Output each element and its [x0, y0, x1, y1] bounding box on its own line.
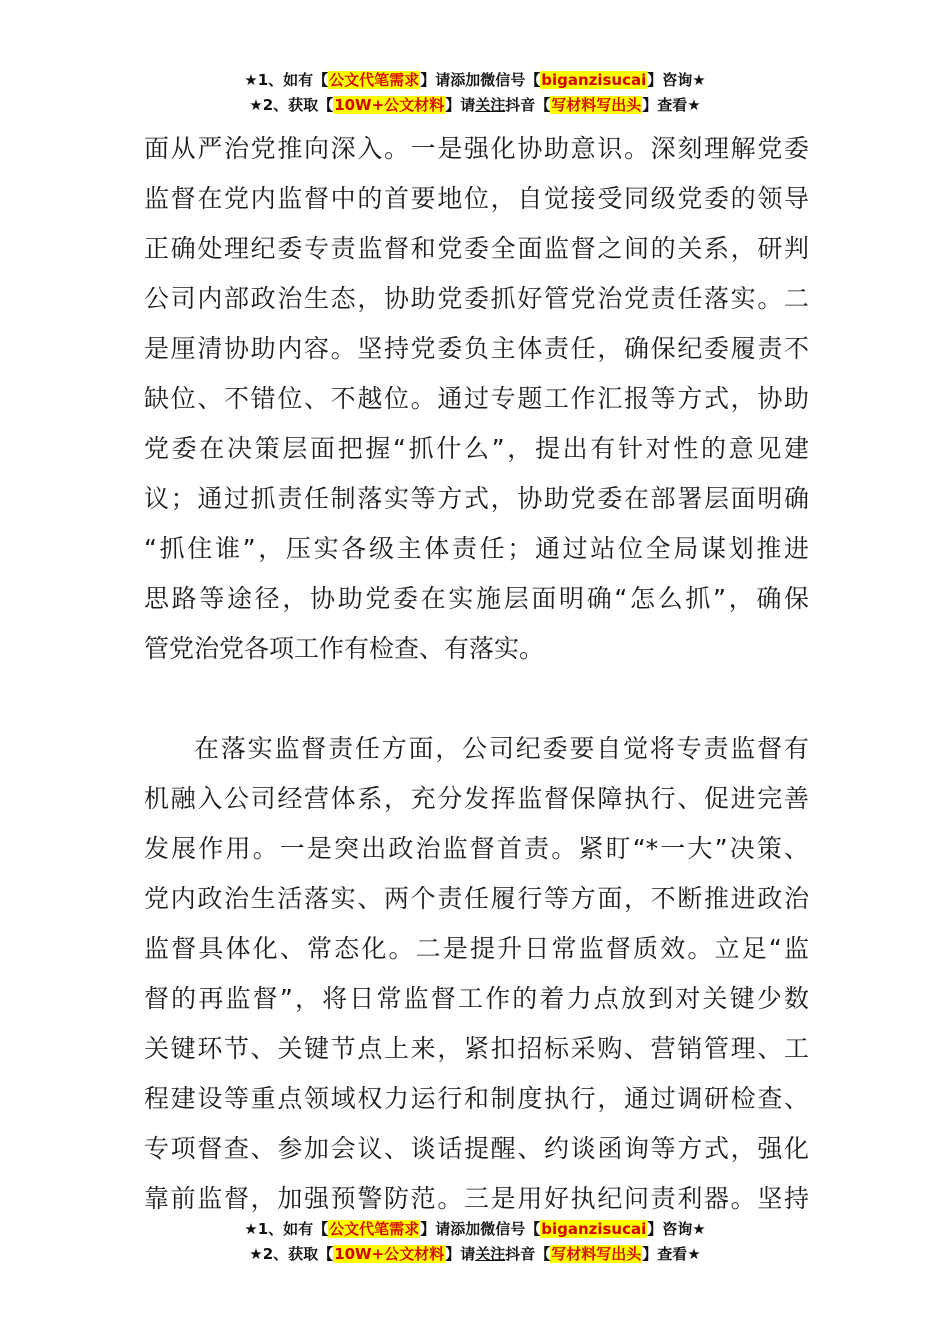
text-line: 党委在决策层面把握“抓什么”，提出有针对性的意见建 [144, 434, 809, 463]
text-line: 缺位、不错位、不越位。通过专题工作汇报等方式，协助 [144, 384, 809, 413]
promo-underlined-follow: 关注 [475, 96, 506, 114]
text-line: 公司内部政治生态，协助党委抓好管党治党责任落实。二 [144, 284, 809, 313]
text-line: 正确处理纪委专责监督和党委全面监督之间的关系，研判 [144, 234, 809, 263]
paragraph-gap [144, 674, 809, 724]
promo-highlight-materials: 10W+公文材料 [334, 96, 445, 114]
text-line: 面从严治党推向深入。一是强化协助意识。深刻理解党委 [144, 134, 809, 163]
text-line: 程建设等重点领域权力运行和制度执行，通过调研检查、 [144, 1084, 809, 1113]
header-promo-banner [0, 68, 950, 118]
text-line: 议；通过抓责任制落实等方式，协助党委在部署层面明确 [144, 484, 809, 513]
promo-line-2: ★2、获取【10W+公文材料】请关注抖音【写材料写出头】查看★ [249, 1245, 701, 1263]
text-line: 监督具体化、常态化。二是提升日常监督质效。立足“监 [144, 934, 809, 963]
promo-highlight-account: 写材料写出头 [551, 1245, 642, 1263]
text-line: 在落实监督责任方面，公司纪委要自觉将专责监督有 [194, 734, 809, 763]
text-line: 监督在党内监督中的首要地位，自觉接受同级党委的领导 [144, 184, 809, 213]
text-line: 机融入公司经营体系，充分发挥监督保障执行、促进完善 [144, 784, 809, 813]
text-line: 党内政治生活落实、两个责任履行等方面，不断推进政治 [144, 884, 809, 913]
text-line: 专项督查、参加会议、谈话提醒、约谈函询等方式，强化 [144, 1134, 809, 1163]
promo-line-1: ★1、如有【公文代笔需求】请添加微信号【biganzisucai】咨询★ [244, 1220, 706, 1238]
promo-underlined-follow: 关注 [475, 1245, 506, 1263]
paragraph-1 [144, 124, 809, 674]
promo-line-2: ★2、获取【10W+公文材料】请关注抖音【写材料写出头】查看★ [249, 96, 701, 114]
text-line: 靠前监督，加强预警防范。三是用好执纪问责利器。坚持 [144, 1184, 809, 1213]
footer-promo-banner [0, 1217, 950, 1267]
text-line: 关键环节、关键节点上来，紧扣招标采购、营销管理、工 [144, 1034, 809, 1063]
promo-highlight-service: 公文代笔需求 [329, 1220, 420, 1238]
text-line: 思路等途径，协助党委在实施层面明确“怎么抓”，确保 [144, 584, 809, 613]
text-line: 督的再监督”，将日常监督工作的着力点放到对关键少数 [144, 984, 809, 1013]
text-line: “抓住谁”，压实各级主体责任；通过站位全局谋划推进 [144, 534, 809, 563]
document-body [144, 124, 809, 1224]
text-line: 管党治党各项工作有检查、有落实。 [144, 634, 545, 663]
promo-highlight-service: 公文代笔需求 [329, 71, 420, 89]
promo-highlight-materials: 10W+公文材料 [334, 1245, 445, 1263]
paragraph-2 [144, 724, 809, 1224]
promo-highlight-wechat-id: biganzisucai [541, 1220, 647, 1238]
promo-highlight-wechat-id: biganzisucai [541, 71, 647, 89]
text-line: 是厘清协助内容。坚持党委负主体责任，确保纪委履责不 [144, 334, 809, 363]
promo-highlight-account: 写材料写出头 [551, 96, 642, 114]
text-line: 发展作用。一是突出政治监督首责。紧盯“*一大”决策、 [144, 834, 809, 863]
promo-line-1: ★1、如有【公文代笔需求】请添加微信号【biganzisucai】咨询★ [244, 71, 706, 89]
